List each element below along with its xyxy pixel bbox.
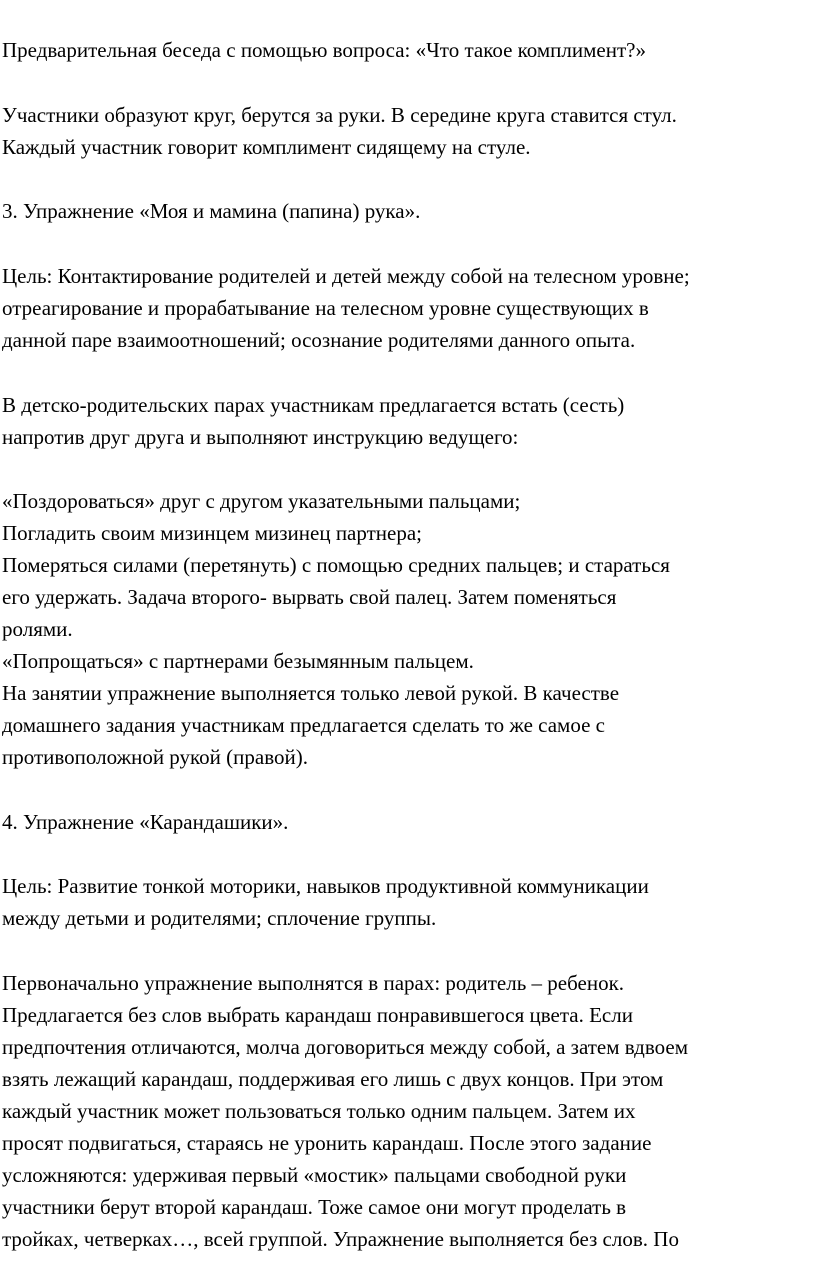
text-line: Первоначально упражнение выполнятся в парах: родитель – ребенок. xyxy=(2,971,625,995)
text-line: каждый участник может пользоваться только одним пальцем. Затем их xyxy=(2,1099,636,1123)
text-line: Каждый участник говорит комплимент сидящему на стуле. xyxy=(2,135,531,159)
text-line: Предлагается без слов выбрать карандаш понравившегося цвета. Если xyxy=(2,1003,633,1027)
text-line: На занятии упражнение выполняется только левой рукой. В качестве xyxy=(2,681,620,705)
text-line: Цель: Контактирование родителей и детей между собой на телесном уровне; xyxy=(2,264,690,288)
text-line: между детьми и родителями; сплочение группы. xyxy=(2,906,437,930)
text-line: просят подвигаться, стараясь не уронить карандаш. После этого задание xyxy=(2,1131,652,1155)
text-line: тройках, четверках…, всей группой. Упражнение выполняется без слов. По xyxy=(2,1227,679,1251)
text-line: Цель: Развитие тонкой моторики, навыков продуктивной коммуникации xyxy=(2,874,649,898)
section-heading: 4. Упражнение «Карандашики». xyxy=(2,810,289,834)
text-line: «Поздороваться» друг с другом указательными пальцами; xyxy=(2,489,521,513)
text-line: отреагирование и прорабатывание на телесном уровне существующих в xyxy=(2,296,649,320)
text-line: предпочтения отличаются, молча договориться между собой, а затем вдвоем xyxy=(2,1035,688,1059)
text-line: «Попрощаться» с партнерами безымянным пальцем. xyxy=(2,649,474,673)
text-line: противоположной рукой (правой). xyxy=(2,745,308,769)
text-line: напротив друг друга и выполняют инструкцию ведущего: xyxy=(2,425,519,449)
text-line: его удержать. Задача второго- вырвать свой палец. Затем поменяться xyxy=(2,585,617,609)
text-line: ролями. xyxy=(2,617,73,641)
section-heading: 3. Упражнение «Моя и мамина (папина) рука». xyxy=(2,199,421,223)
text-line: домашнего задания участникам предлагается сделать то же самое с xyxy=(2,713,605,737)
text-line: усложняются: удерживая первый «мостик» пальцами свободной руки xyxy=(2,1163,627,1187)
text-line: Участники образуют круг, берутся за руки. В середине круга ставится стул. xyxy=(2,103,677,127)
text-line: Померяться силами (перетянуть) с помощью средних пальцев; и стараться xyxy=(2,553,670,577)
text-line: взять лежащий карандаш, поддерживая его лишь с двух концов. При этом xyxy=(2,1067,664,1091)
text-line: Погладить своим мизинцем мизинец партнера; xyxy=(2,521,422,545)
text-line: участники берут второй карандаш. Тоже самое они могут проделать в xyxy=(2,1195,627,1219)
text-line: данной паре взаимоотношений; осознание родителями данного опыта. xyxy=(2,328,636,352)
text-line: Предварительная беседа с помощью вопроса: «Что такое комплимент?» xyxy=(2,38,646,62)
text-line: В детско-родительских парах участникам предлагается встать (сесть) xyxy=(2,393,625,417)
